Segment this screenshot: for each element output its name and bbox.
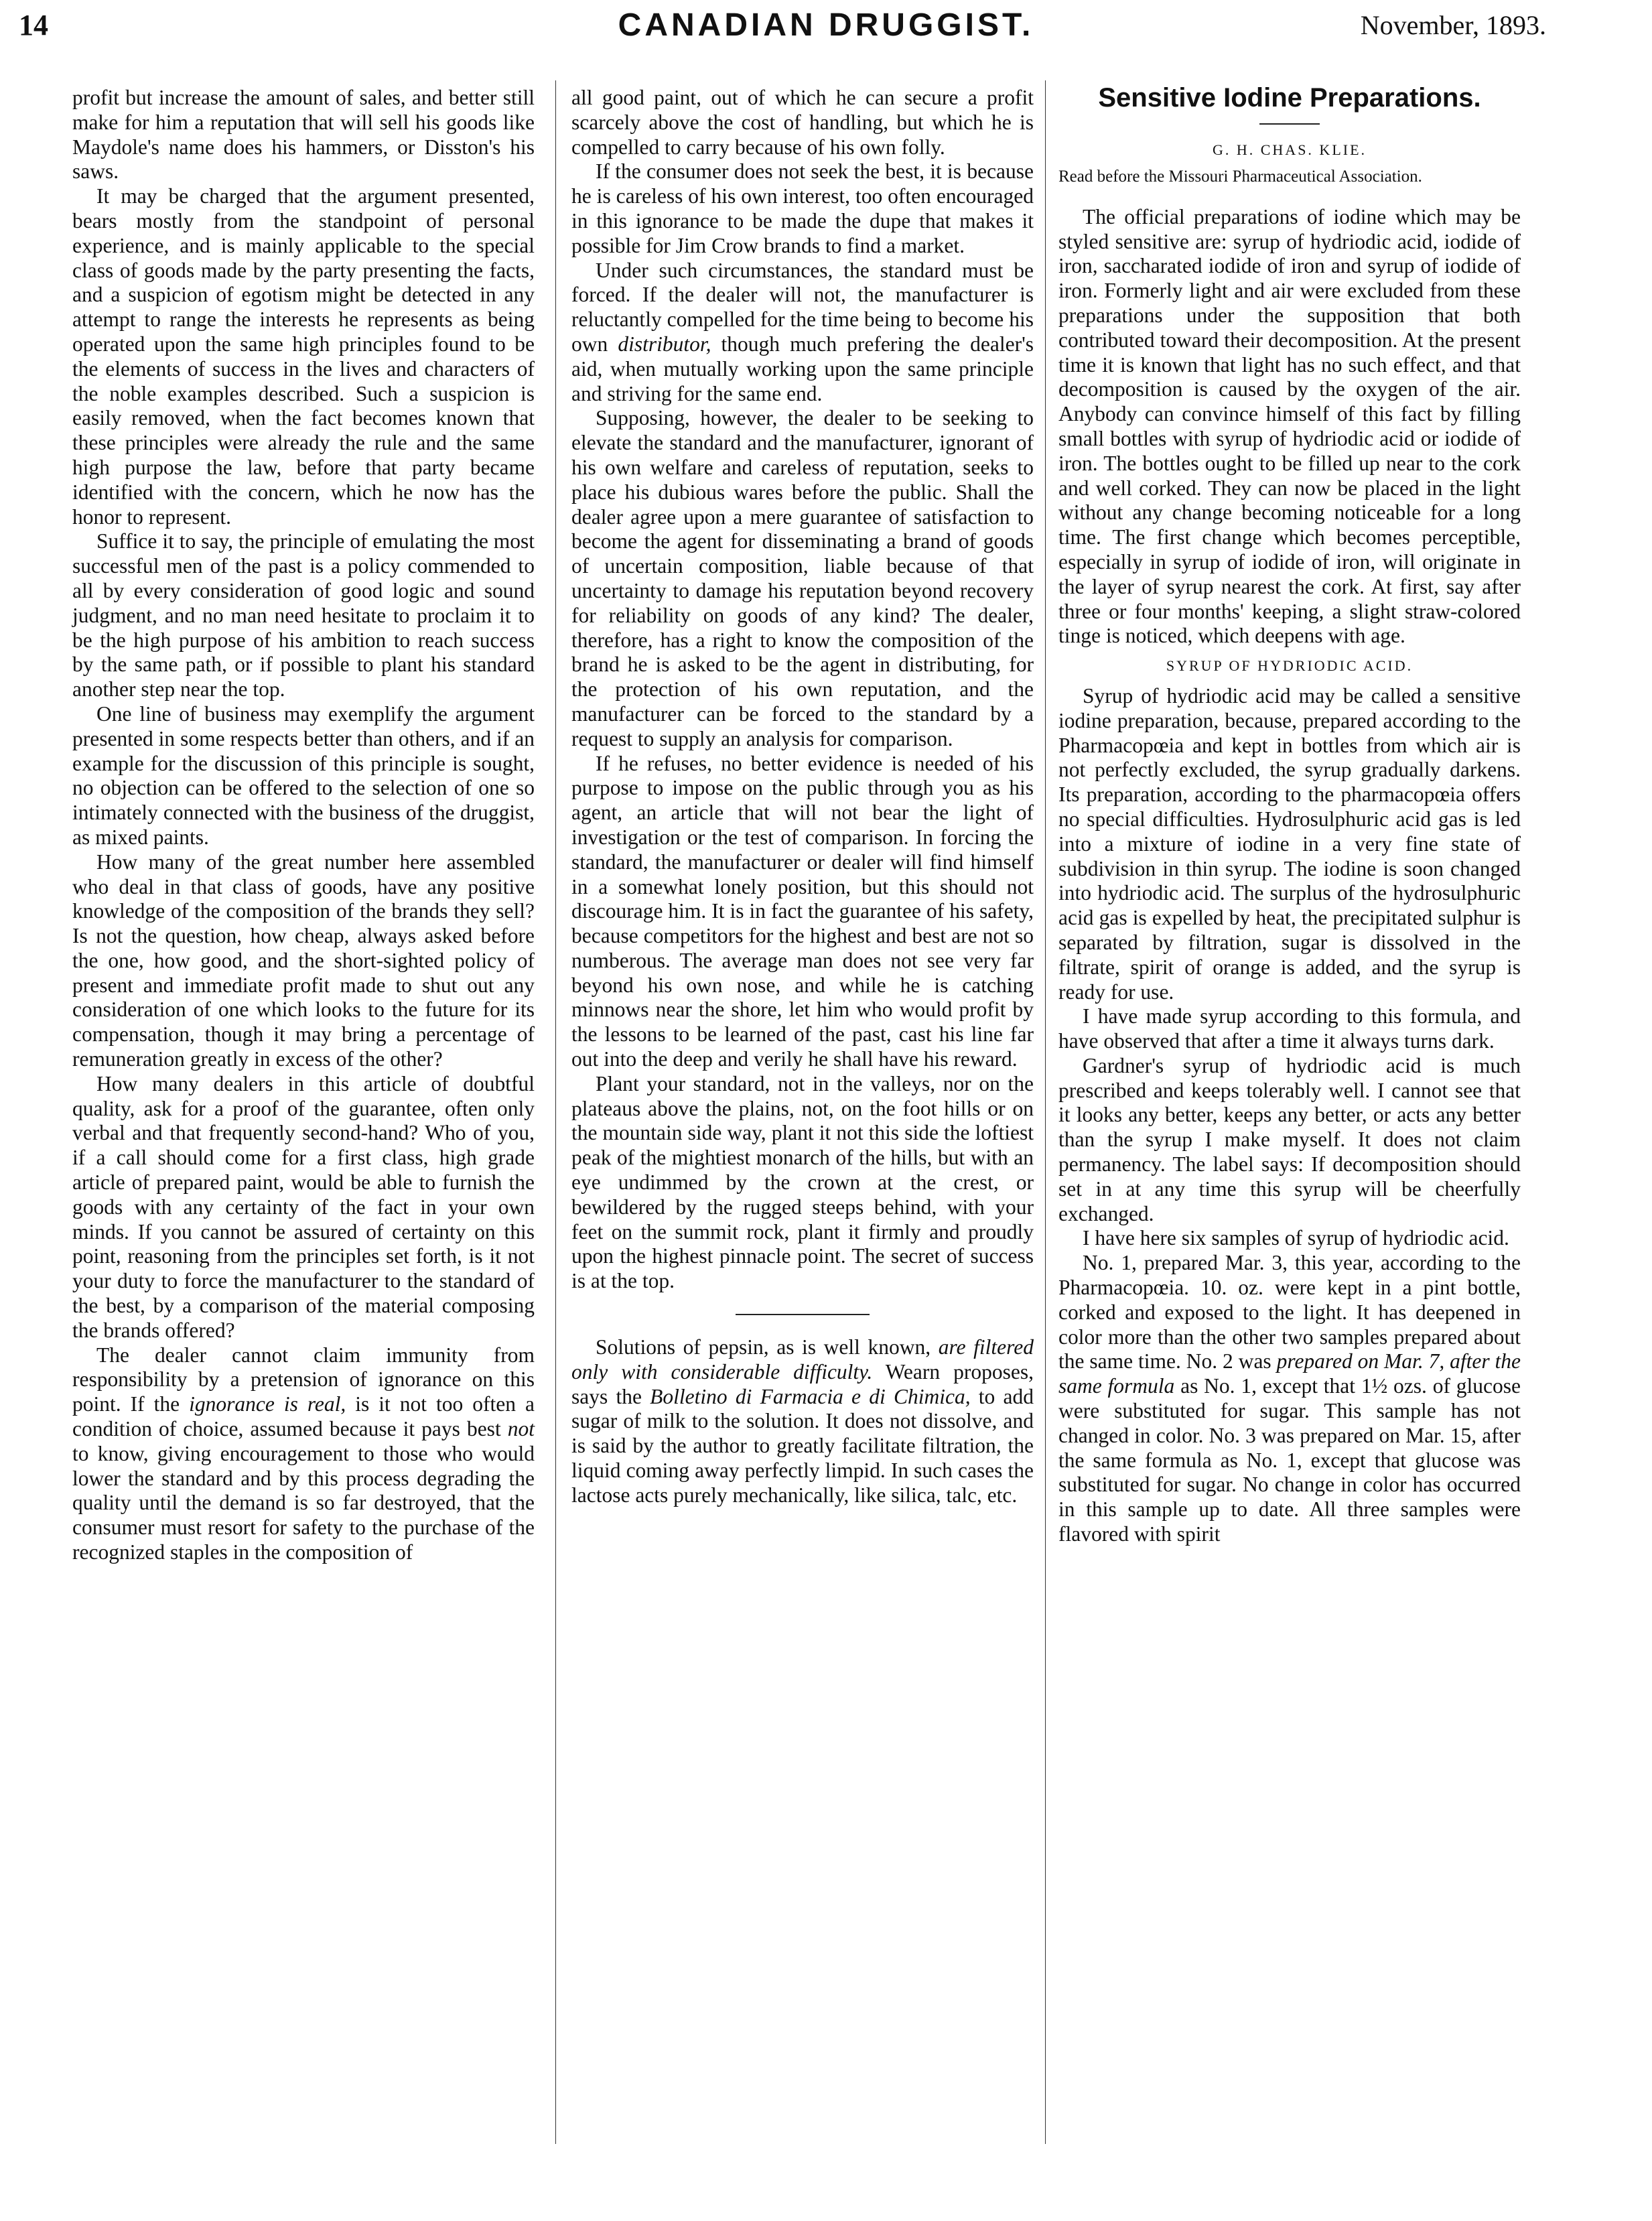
article-title: Sensitive Iodine Preparations. — [1098, 83, 1481, 113]
column-left — [72, 86, 535, 1565]
paragraph: Syrup of hydriodic acid may be called a sensitive iodine preparation, because, prepared according to the Pharmacopœia and kept in bottles from which air is not perfectly excluded, the syrup gradually darkens. Its preparation, according to the pharmacopœia offers no special difficulties. Hydrosulphuric acid gas is led into a mixture of iodine in a very fine state of subdivision in thin syrup. The iodine is soon changed into hydriodic acid. The surplus of the hydrosulphuric acid gas is expelled by heat, the precipitated sulphur is separated by filtration, sugar is dissolved in the filtrate, spirit of orange is added, and the syrup is ready for use. — [1058, 683, 1521, 1004]
italic-text: Bolletino di Farmacia e di Chimica, — [650, 1384, 971, 1408]
paragraph: Gardner's syrup of hydriodic acid is much prescribed and keeps tolerably well. I cannot see that it looks any better, keeps any better, or acts any better than the syrup I make myself. It does not claim permanency. The label says: If decomposition should set in at any time this syrup will be cheerfully exchanged. — [1058, 1053, 1521, 1225]
text-run: as No. 1, except that 1½ ozs. of glucose were substituted for sugar. This sample has not changed in color. No. 3 was prepared on Mar. 15, after the same formula as No. 1, except that glucose was substituted for sugar. No change in color has occurred in this sample up to date. All three samples were flavored with spirit — [1058, 1374, 1521, 1546]
paragraph: Plant your standard, not in the valleys, nor on the plateaus above the plains, not, on the foot hills or on the mountain side way, plant it not this side the loftiest peak of the mightiest monarch of the hills, but with an eye undimmed by the crown at the crest, or bewildered by the rugged steeps behind, with your feet on the summit rock, plant it firmly and proudly upon the highest pinnacle point. The secret of success is at the top. — [571, 1071, 1034, 1293]
column-right — [1058, 83, 1521, 1547]
text-run: The dealer cannot claim immunity from responsibility by a pretension of ignorance on this point. If the — [72, 1343, 535, 1416]
paragraph — [1058, 1251, 1521, 1547]
text-run: Solutions of pepsin, as is well known, — [596, 1335, 939, 1359]
paragraph — [571, 1335, 1034, 1508]
paragraph: I have made syrup according to this formula, and have observed that after a time it always turns dark. — [1058, 1004, 1521, 1053]
paragraph: all good paint, out of which he can secure a profit scarcely above the cost of handling, but which he is compelled to carry because of his own folly. — [571, 86, 1034, 159]
journal-title: CANADIAN DRUGGIST. — [618, 7, 1034, 43]
page-header — [0, 5, 1652, 46]
italic-text: ignorance is real, — [189, 1392, 346, 1416]
section-divider — [736, 1314, 870, 1315]
text-run: to know, giving encouragement to those who would lower the standard and by this process degrading the quality until the demand is so far destroyed, that the consumer must resort for safety to the purchase of the recognized staples in the composition of — [72, 1441, 535, 1564]
paragraph: The official preparations of iodine which may be styled sensitive are: syrup of hydriodic acid, iodide of iron, saccharated iodide of iron and syrup of iodide of iron. Formerly light and air were excluded from these preparations under the supposition that both contributed toward their decomposition. At the present time it is known that light has no such effect, and that decomposition is caused by the oxygen of the air. Anybody can convince himself of this fact by filling small bottles with syrup of hydriodic acid or iodide of iron. The bottles ought to be filled up near to the cork and well corked. They can now be placed in the light without any change becoming noticeable for a long time. The first change which becomes perceptible, especially in syrup of iodide of iron, will originate in the layer of syrup nearest the cork. At first, say after three or four months' keeping, a slight straw-colored tinge is noticed, which deepens with age. — [1058, 204, 1521, 648]
text-run: is it not too often a condition of choice, assumed because it pays best — [72, 1392, 535, 1441]
paragraph: I have here six samples of syrup of hydriodic acid. — [1083, 1226, 1509, 1250]
text-run: Under such circumstances, the standard must be forced. If the dealer will not, the manufacturer is reluctantly compelled for the time being to become his own — [571, 258, 1034, 356]
italic-text: not — [507, 1417, 535, 1441]
column-middle — [571, 86, 1034, 1508]
italic-text: prepared on Mar. 7, after the same formula — [1058, 1349, 1521, 1398]
section-subhead: SYRUP OF HYDRIODIC ACID. — [1166, 657, 1414, 675]
column-rule — [555, 80, 556, 2144]
paragraph: Suffice it to say, the principle of emulating the most successful men of the past is a policy commended to all by every consideration of good logic and sound judgment, and no man need hesitate to proclaim it to be the high purpose of his ambition to reach success by the same path, or if possible to plant his standard another step near the top. — [72, 529, 535, 701]
paragraph — [571, 259, 1034, 407]
paragraph: If the consumer does not seek the best, it is because he is careless of his own interest, too often encouraged in this ignorance to be made the dupe that makes it possible for Jim Crow brands to find a market. — [571, 159, 1034, 257]
text-run: though much prefering the dealer's aid, when mutually working upon the same principle and striving for the same end. — [571, 332, 1034, 405]
italic-text: distributor, — [618, 332, 711, 356]
text-run: No. 1, prepared Mar. 3, this year, according to the Pharmacopœia. 10. oz. were kept in a pint bottle, corked and exposed to the light. It has deepened in color more than the other two samples prepared about the same time. No. 2 was — [1058, 1251, 1521, 1373]
paragraph: How many dealers in this article of doubtful quality, ask for a proof of the guarantee, often only verbal and that frequently second-hand? Who of you, if a call should come for a first class, high grade article of prepared paint, would be able to furnish the goods with any certainty of the fact in your own minds. If you cannot be assured of certainty on this point, reasoning from the principles set forth, is it not your duty to force the manufacturer to the standard of the best, by a comparison of the material composing the brands offered? — [72, 1071, 535, 1342]
paragraph: How many of the great number here assembled who deal in that class of goods, have any positive knowledge of the composition of the brands they sell? Is not the question, how cheap, always asked before the one, how good, and the short-sighted policy of present and immediate profit made to shut out any consideration of one which looks to the future for its compensation, though it may bring a percentage of remuneration greatly in excess of the other? — [72, 850, 535, 1071]
paragraph: Supposing, however, the dealer to be seeking to elevate the standard and the manufacturer, ignorant of his own welfare and careless of reputation, seeks to place his dubious wares before the public. Shall the dealer agree upon a mere guarantee of satisfaction to become the agent for disseminating a brand of goods of uncertain composition, liable because of that uncertainty to damage his reputation beyond recovery for reliability on goods of any kind? The dealer, therefore, has a right to know the composition of the brand he is asked to be the agent in distributing, for the protection of his own reputation, and the manufacturer can be forced to the standard by a request to supply an analysis for comparison. — [571, 406, 1034, 750]
read-note: Read before the Missouri Pharmaceutical Association. — [1058, 167, 1422, 186]
paragraph — [72, 1343, 535, 1565]
byline: G. H. CHAS. KLIE. — [1212, 141, 1367, 158]
paragraph: It may be charged that the argument presented, bears mostly from the standpoint of personal experience, and is mainly applicable to the special class of goods made by the party presenting the facts, and a suspicion of egotism might be detected in any attempt to range the interests he represents as being operated upon the same high principles found to be the elements of success in the lives and characters of the noble examples described. Such a suspicion is easily removed, when the fact becomes known that these principles were already the rule and the same high purpose the law, before that party became identified with the concern, which he now has the honor to represent. — [72, 184, 535, 529]
page-number: 14 — [19, 9, 48, 42]
paragraph: profit but increase the amount of sales, and better still make for him a reputation that will sell his goods like Maydole's name does his hammers, or Disston's his saws. — [72, 86, 535, 184]
column-rule — [1045, 80, 1046, 2144]
text-run: Wearn proposes, says the — [571, 1359, 1034, 1408]
italic-text: are filtered only with considerable difficulty. — [571, 1335, 1034, 1384]
paragraph: One line of business may exemplify the argument presented in some respects better than others, and if an example for the discussion of this principle is sought, no objection can be offered to the selection of one so intimately connected with the business of the druggist, as mixed paints. — [72, 701, 535, 849]
paragraph: If he refuses, no better evidence is needed of his purpose to impose on the public through you as his agent, an article that will not bear the light of investigation or the test of comparison. In forcing the standard, the manufacturer or dealer will find himself in a somewhat lonely position, but this should not discourage him. It is in fact the guarantee of his safety, because competitors for the highest and best are not so numberous. The average man does not see very far beyond his own nose, and while he is catching minnows near the shore, let him who would profit by the lessons to be learned of the past, cast his line far out into the deep and verily he shall have his reward. — [571, 751, 1034, 1071]
title-divider — [1259, 123, 1320, 125]
issue-date: November, 1893. — [1360, 10, 1546, 40]
text-run: to add sugar of milk to the solution. It does not dissolve, and is said by the author to greatly facilitate filtration, the liquid coming away perfectly limpid. In such cases the lactose acts purely mechanically, like silica, talc, etc. — [571, 1384, 1034, 1507]
